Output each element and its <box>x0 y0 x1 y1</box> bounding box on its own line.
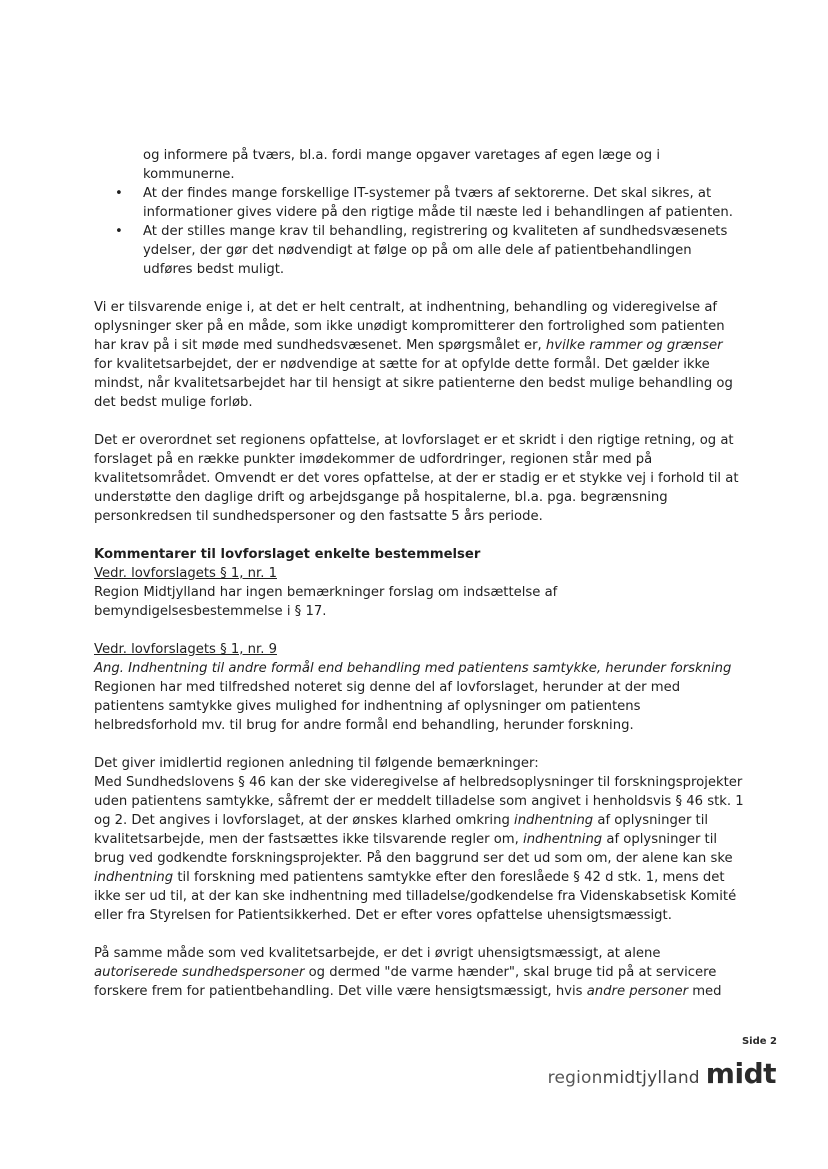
bullet-continuation: og informere på tværs, bl.a. fordi mange opgaver varetages af egen læge og i kommunerne. <box>143 148 660 182</box>
paragraph: Vi er tilsvarende enige i, at det er helt centralt, at indhentning, behandling og videregivelse af oplysninger sker på en måde, som ikke unødigt kompromitterer den fortrolighed som patienten har krav på i sit møde med sundhedsvæsenet. Men spørgsmålet er, hvilke rammer og grænser for kvalitetsarbejdet, der er nødvendige at sætte for at opfylde dette formål. Det gælder ikke mindst, når kvalitetsarbejdet har til hensigt at sikre patienterne den bedst mulige behandling og det bedst mulige forløb. <box>94 300 733 410</box>
section-reference: Vedr. lovforslagets § 1, nr. 9 <box>94 642 277 657</box>
bullet-item: • At der findes mange forskellige IT-systemer på tværs af sektorerne. Det skal sikres, at informationer gives videre på den rigtige måde til næste led i behandlingen af patienten. <box>94 184 744 222</box>
bullet-list <box>94 184 744 279</box>
paragraph: Regionen har med tilfredshed noteret sig denne del af lovforslaget, herunder at der med patientens samtykke gives mulighed for indhentning af oplysninger om patientens helbredsforhold mv. til brug for andre formål end behandling, herunder forskning. <box>94 680 681 733</box>
section-reference: Vedr. lovforslagets § 1, nr. 1 <box>94 566 277 581</box>
logo-mark: midt <box>705 1057 776 1090</box>
paragraph: På samme måde som ved kvalitetsarbejde, er det i øvrigt uhensigtsmæssigt, at alene autoriserede sundhedspersoner og dermed "de varme hænder", skal bruge tid på at servicere forskere frem for patientbehandling. Det ville være hensigtsmæssigt, hvis andre personer med <box>94 946 722 999</box>
document-body <box>94 146 744 1001</box>
page-number: Side 2 <box>741 1036 777 1047</box>
paragraph: Det er overordnet set regionens opfattelse, at lovforslaget er et skridt i den rigtige retning, og at forslaget på en række punkter imødekommer de udfordringer, regionen står med på kvalitetsområdet. Omvendt er det vores opfattelse, at der er stadig er et stykke vej i forhold til at understøtte den daglige drift og arbejdsgange på hospitalerne, bl.a. pga. begrænsning personkredsen til sundhedspersoner og den fastsatte 5 års periode. <box>94 433 739 524</box>
paragraph: Med Sundhedslovens § 46 kan der ske videregivelse af helbredsoplysninger til forskningsprojekter uden patientens samtykke, såfremt der er meddelt tilladelse som angivet i henholdsvis § 46 stk. 1 og 2. Det angives i lovforslaget, at der ønskes klarhed omkring indhentning af oplysninger til kvalitetsarbejde, men der fastsættes ikke tilsvarende regler om, indhentning af oplysninger til brug ved godkendte forskningsprojekter. På den baggrund ser det ud som om, der alene kan ske indhentning til forskning med patientens samtykke efter den foreslåede § 42 d stk. 1, mens det ikke ser ud til, at der kan ske indhentning med tilladelse/godkendelse fra Videnskabsetisk Komité eller fra Styrelsen for Patientsikkerhed. Det er efter vores opfattelse uhensigtsmæssigt. <box>94 775 744 923</box>
section-subtitle: Ang. Indhentning til andre formål end behandling med patientens samtykke, herunder forskning <box>94 661 732 676</box>
paragraph-intro: Det giver imidlertid regionen anledning til følgende bemærkninger: <box>94 756 539 771</box>
bullet-item: • At der stilles mange krav til behandling, registrering og kvaliteten af sundhedsvæsenets ydelser, der gør det nødvendigt at følge op på om alle dele af patientbehandlingen udføres bedst muligt. <box>94 222 744 279</box>
region-logo <box>548 1057 776 1090</box>
logo-wordmark: regionmidtjylland <box>547 1068 700 1088</box>
section-heading: Kommentarer til lovforslaget enkelte bestemmelser <box>94 547 481 562</box>
paragraph: Region Midtjylland har ingen bemærkninger forslag om indsættelse af bemyndigelsesbestemmelse i § 17. <box>94 585 558 619</box>
